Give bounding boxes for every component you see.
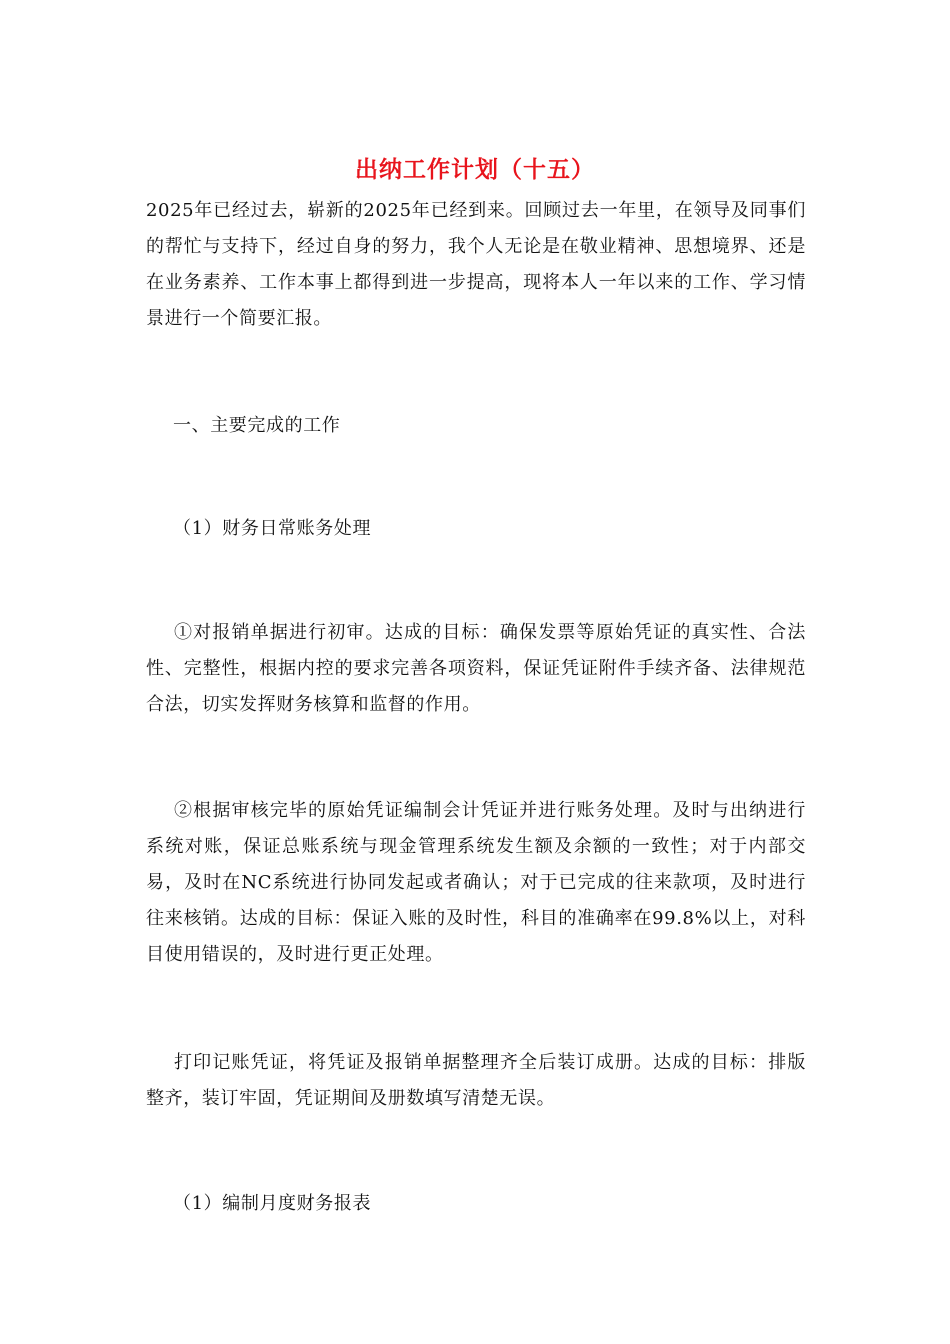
document-title: 出纳工作计划（十五） — [355, 156, 595, 183]
paragraph-item-1: ①对报销单据进行初审。达成的目标：确保发票等原始凭证的真实性、合法性、完整性，根据内控的要求完善各项资料，保证凭证附件手续齐备、法律规范合法，切实发挥财务核算和监督的作用。 — [146, 622, 806, 715]
subsection-heading-monthly-reports: （1）编制月度财务报表 — [173, 1193, 372, 1214]
section-heading-main-work: 一、主要完成的工作 — [173, 415, 341, 436]
paragraph-item-2: ②根据审核完毕的原始凭证编制会计凭证并进行账务处理。及时与出纳进行系统对账，保证总账系统与现金管理系统发生额及余额的一致性；对于内部交易，及时在NC系统进行协同发起或者确认；对于已完成的往来款项，及时进行往来核销。达成的目标：保证入账的及时性，科目的准确率在99.8%以上，对科目使用错误的，及时进行更正处理。 — [146, 800, 806, 965]
intro-paragraph: 2025年已经过去，崭新的2025年已经到来。回顾过去一年里，在领导及同事们的帮忙与支持下，经过自身的努力，我个人无论是在敬业精神、思想境界、还是在业务素养、工作本事上都得到进一步提高，现将本人一年以来的工作、学习情景进行一个简要汇报。 — [146, 200, 806, 329]
paragraph-item-3: 打印记账凭证，将凭证及报销单据整理齐全后装订成册。达成的目标：排版整齐，装订牢固，凭证期间及册数填写清楚无误。 — [146, 1052, 806, 1109]
subsection-heading-daily-accounting: （1）财务日常账务处理 — [173, 518, 372, 539]
